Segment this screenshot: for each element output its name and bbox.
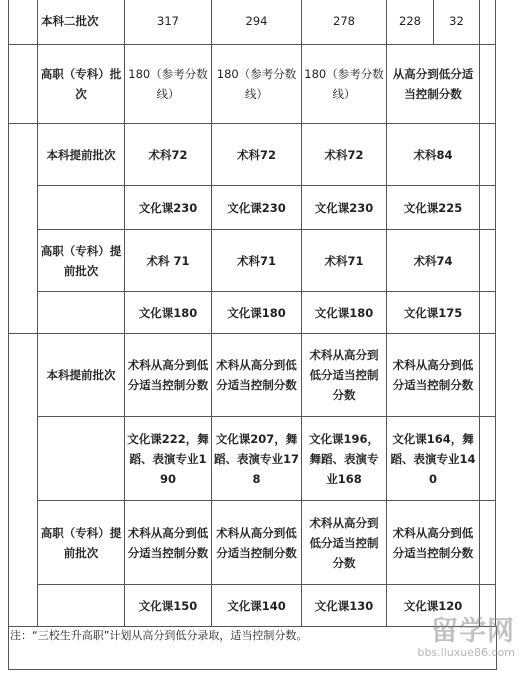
table-cell: 文化课225 xyxy=(387,186,480,230)
table-cell: 228 xyxy=(387,0,434,45)
table-cell: 278 xyxy=(302,0,387,45)
table-cell: 术科从高分到低分适当控制分数 xyxy=(125,501,212,585)
table-cell: 术科71 xyxy=(302,230,387,292)
table-cell: 术科从高分到低分适当控制分数 xyxy=(387,334,480,417)
table-row xyxy=(9,501,496,585)
watermark xyxy=(417,617,515,659)
batch-cell: 高职（专科）提前批次 xyxy=(38,230,125,292)
category-yishu xyxy=(9,334,38,627)
table-cell: 294 xyxy=(212,0,302,45)
table-cell: 文化课180 xyxy=(125,292,212,334)
table-cell: 文化课180 xyxy=(302,292,387,334)
table-row xyxy=(9,124,496,186)
watermark-url: bbs.liuxue86.com xyxy=(417,646,515,659)
table-cell: 32 xyxy=(434,0,480,45)
table-cell: 文化课207，舞蹈、表演专业178 xyxy=(212,417,302,501)
table-row xyxy=(9,45,496,124)
table-cell: 术科 71 xyxy=(125,230,212,292)
table-cell: 文化课230 xyxy=(125,186,212,230)
table-cell: 文化课230 xyxy=(212,186,302,230)
table-cell: 术科从高分到低分适当控制分数 xyxy=(302,501,387,585)
table-cell: 术科从高分到低分适当控制分数 xyxy=(212,334,302,417)
table-cell: 术科72 xyxy=(125,124,212,186)
table-cell: 术科71 xyxy=(212,230,302,292)
table-cell: 术科72 xyxy=(212,124,302,186)
table-cell: 术科从高分到低分适当控制分数 xyxy=(125,334,212,417)
table-cell: 文化课222，舞蹈、表演专业190 xyxy=(125,417,212,501)
table-cell xyxy=(480,0,496,45)
table-cell xyxy=(480,230,496,292)
table-row xyxy=(9,186,496,230)
table-cell: 术科从高分到低分适当控制分数 xyxy=(387,501,480,585)
table-cell xyxy=(38,292,125,334)
table-cell: 文化课130 xyxy=(302,585,387,627)
table-cell xyxy=(480,501,496,585)
table-cell: 180（参考分数线） xyxy=(212,45,302,124)
batch-cell: 本科二批次 xyxy=(38,0,125,45)
table-cell xyxy=(9,0,38,45)
table-row xyxy=(9,230,496,292)
table-cell xyxy=(480,124,496,186)
table-cell: 术科从高分到低分适当控制分数 xyxy=(302,334,387,417)
table-cell: 180（参考分数线） xyxy=(125,45,212,124)
table-cell: 文化课150 xyxy=(125,585,212,627)
table-cell xyxy=(480,45,496,124)
table-cell: 从高分到低分适当控制分数 xyxy=(387,45,480,124)
batch-cell: 本科提前批次 xyxy=(38,124,125,186)
table-cell: 术科从高分到低分适当控制分数 xyxy=(212,501,302,585)
table-cell: 文化课175 xyxy=(387,292,480,334)
table-cell: 文化课196，舞蹈、表演专业168 xyxy=(302,417,387,501)
table-cell: 文化课230 xyxy=(302,186,387,230)
table-cell xyxy=(480,417,496,501)
table-cell xyxy=(38,585,125,627)
table-row xyxy=(9,334,496,417)
batch-cell: 高职（专科）批次 xyxy=(38,45,125,124)
table-cell: 文化课140 xyxy=(212,585,302,627)
table-row xyxy=(9,417,496,501)
table-cell xyxy=(9,45,38,124)
score-table xyxy=(8,0,496,627)
table-cell xyxy=(480,186,496,230)
table-cell xyxy=(38,417,125,501)
category-tiyu xyxy=(9,124,38,334)
table-cell: 文化课164，舞蹈、表演专业140 xyxy=(387,417,480,501)
table-cell xyxy=(480,292,496,334)
table-cell: 术科72 xyxy=(302,124,387,186)
table-cell xyxy=(480,334,496,417)
table-cell: 180（参考分数线） xyxy=(302,45,387,124)
footnote: 注：“三校生升高职”计划从高分到低分录取，适当控制分数。 xyxy=(8,626,497,670)
table-cell xyxy=(38,186,125,230)
batch-cell: 本科提前批次 xyxy=(38,334,125,417)
table-row xyxy=(9,0,496,45)
table-row xyxy=(9,292,496,334)
table-cell: 术科84 xyxy=(387,124,480,186)
table-cell: 文化课180 xyxy=(212,292,302,334)
watermark-title: 留学网 xyxy=(431,616,515,647)
batch-cell: 高职（专科）提前批次 xyxy=(38,501,125,585)
table-cell: 术科74 xyxy=(387,230,480,292)
table-cell: 317 xyxy=(125,0,212,45)
table-cell: 文化课120 xyxy=(387,585,480,627)
